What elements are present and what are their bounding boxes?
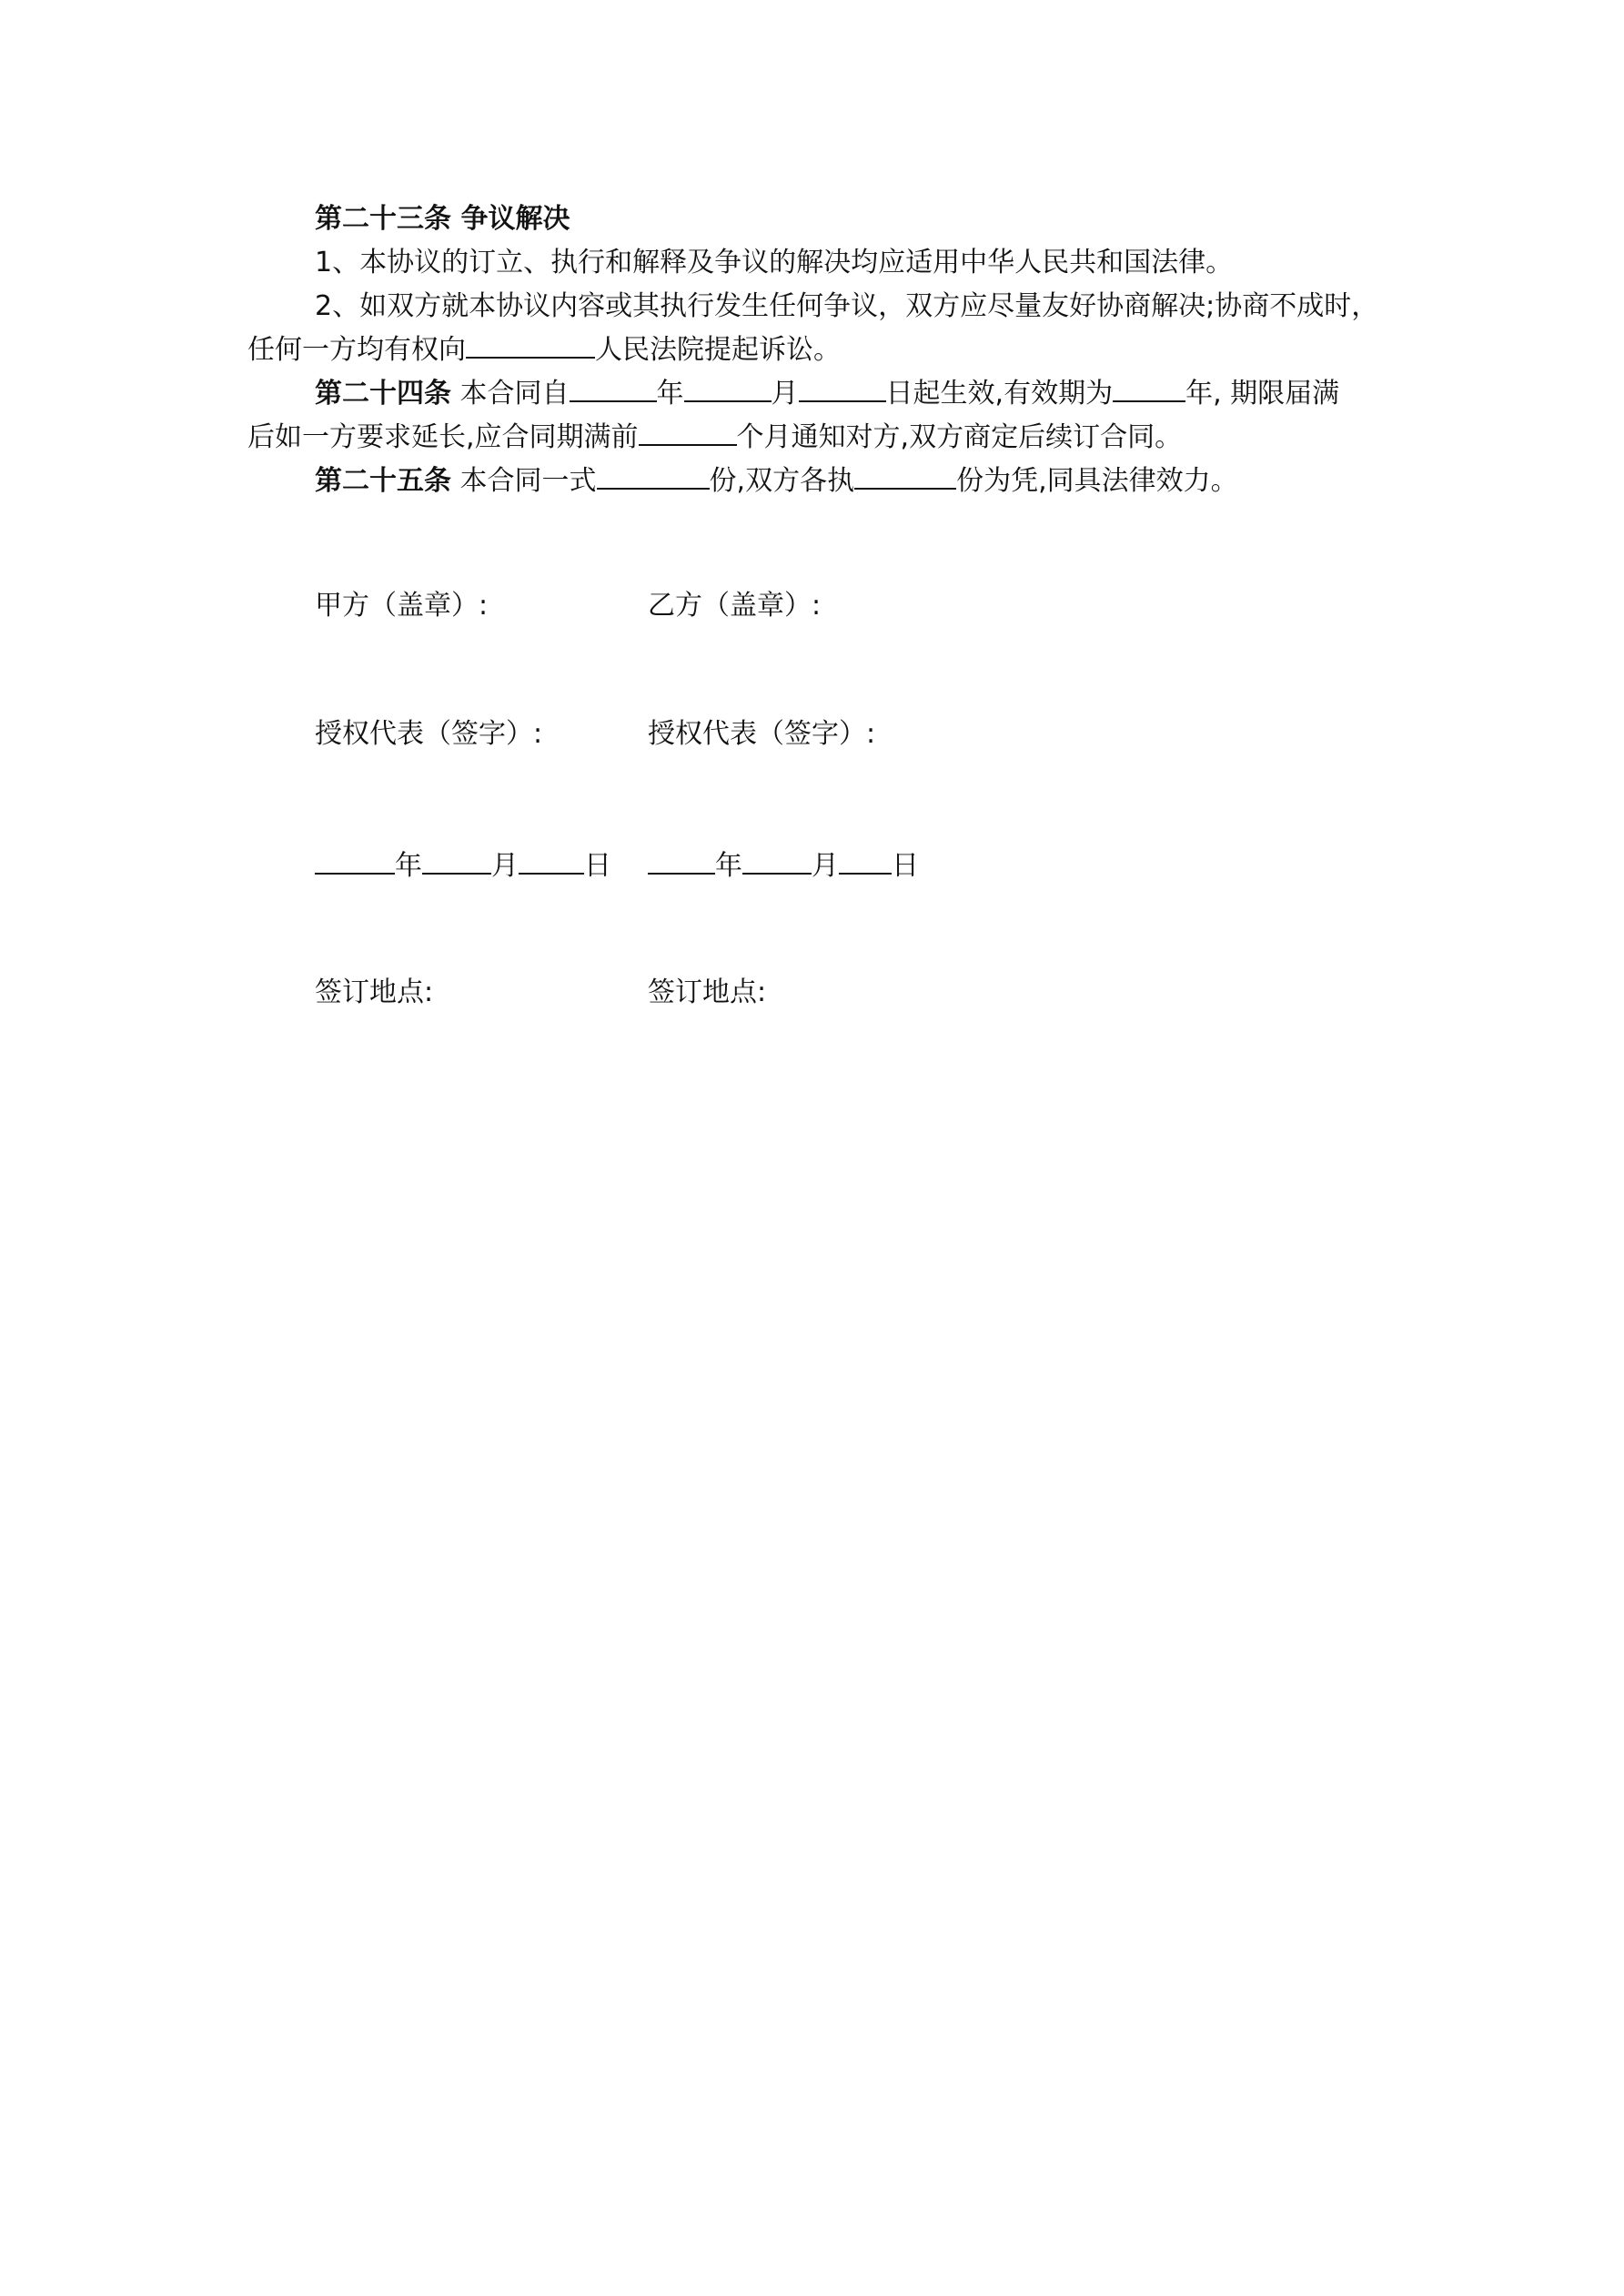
article-24-text-2: 年 — [656, 378, 684, 410]
date-b-day-label: 日 — [892, 850, 919, 882]
article-25-text-2: 份,双方各执 — [709, 465, 855, 497]
article-24-line-2 — [247, 416, 1385, 460]
article-25-line — [247, 460, 1385, 503]
article-23-item-2-text-a: 任何一方均有权向 — [247, 334, 466, 366]
article-23-item-2-line-1: 2、如双方就本协议内容或其执行发生任何争议，双方应尽量友好协商解决;协商不成时， — [315, 290, 1379, 322]
date-a-day-label: 日 — [584, 850, 611, 882]
date-b — [648, 845, 919, 885]
place-a-label: 签订地点: — [315, 976, 434, 1008]
party-a-label: 甲方（盖章）: — [315, 590, 489, 622]
date-b-day-blank — [839, 845, 892, 875]
article-24-text-1: 本合同自 — [451, 378, 570, 410]
copies-each-blank — [854, 460, 956, 490]
article-23-item-2-line-2 — [247, 329, 1385, 372]
term-years-blank — [1113, 373, 1185, 402]
article-23 — [247, 197, 1385, 372]
copies-total-blank — [597, 460, 710, 490]
date-a-month-blank — [422, 845, 491, 875]
article-25-text-3: 份为凭,同具法律效力。 — [956, 465, 1238, 497]
place-b-label: 签订地点: — [648, 976, 767, 1008]
date-b-month-blank — [742, 845, 812, 875]
rep-a-label: 授权代表（签字）: — [315, 718, 543, 750]
article-24-line-1 — [247, 372, 1385, 416]
article-24-text-3: 月 — [771, 378, 799, 410]
article-24-text-4: 日起生效,有效期为 — [885, 378, 1114, 410]
start-month-blank — [684, 373, 772, 402]
article-24-text-7: 个月通知对方,双方商定后续订合同。 — [736, 421, 1183, 453]
date-b-year-blank — [648, 845, 715, 875]
date-b-month-label: 月 — [812, 850, 839, 882]
date-a — [315, 845, 611, 885]
article-23-item-2-text-b: 人民法院提起诉讼。 — [595, 334, 841, 366]
date-b-year-label: 年 — [715, 850, 742, 882]
article-23-heading: 第二十三条 争议解决 — [315, 203, 570, 235]
start-year-blank — [570, 373, 657, 402]
article-25-text-1: 本合同一式 — [451, 465, 597, 497]
article-24 — [247, 372, 1385, 460]
article-24-text-6: 后如一方要求延长,应合同期满前 — [247, 421, 639, 453]
date-a-month-label: 月 — [491, 850, 519, 882]
court-blank — [466, 329, 595, 359]
party-b-label: 乙方（盖章）: — [648, 590, 822, 622]
notice-months-blank — [639, 417, 737, 446]
start-day-blank — [799, 373, 886, 402]
article-23-item-1: 1、本协议的订立、执行和解释及争议的解决均应适用中华人民共和国法律。 — [315, 247, 1234, 278]
date-a-day-blank — [519, 845, 584, 875]
rep-b-label: 授权代表（签字）: — [648, 718, 876, 750]
article-24-text-5: 年, 期限届满 — [1185, 378, 1340, 410]
date-a-year-label: 年 — [395, 850, 422, 882]
article-24-heading: 第二十四条 — [315, 378, 451, 410]
article-25 — [247, 460, 1385, 503]
article-25-heading: 第二十五条 — [315, 465, 451, 497]
date-a-year-blank — [315, 845, 395, 875]
